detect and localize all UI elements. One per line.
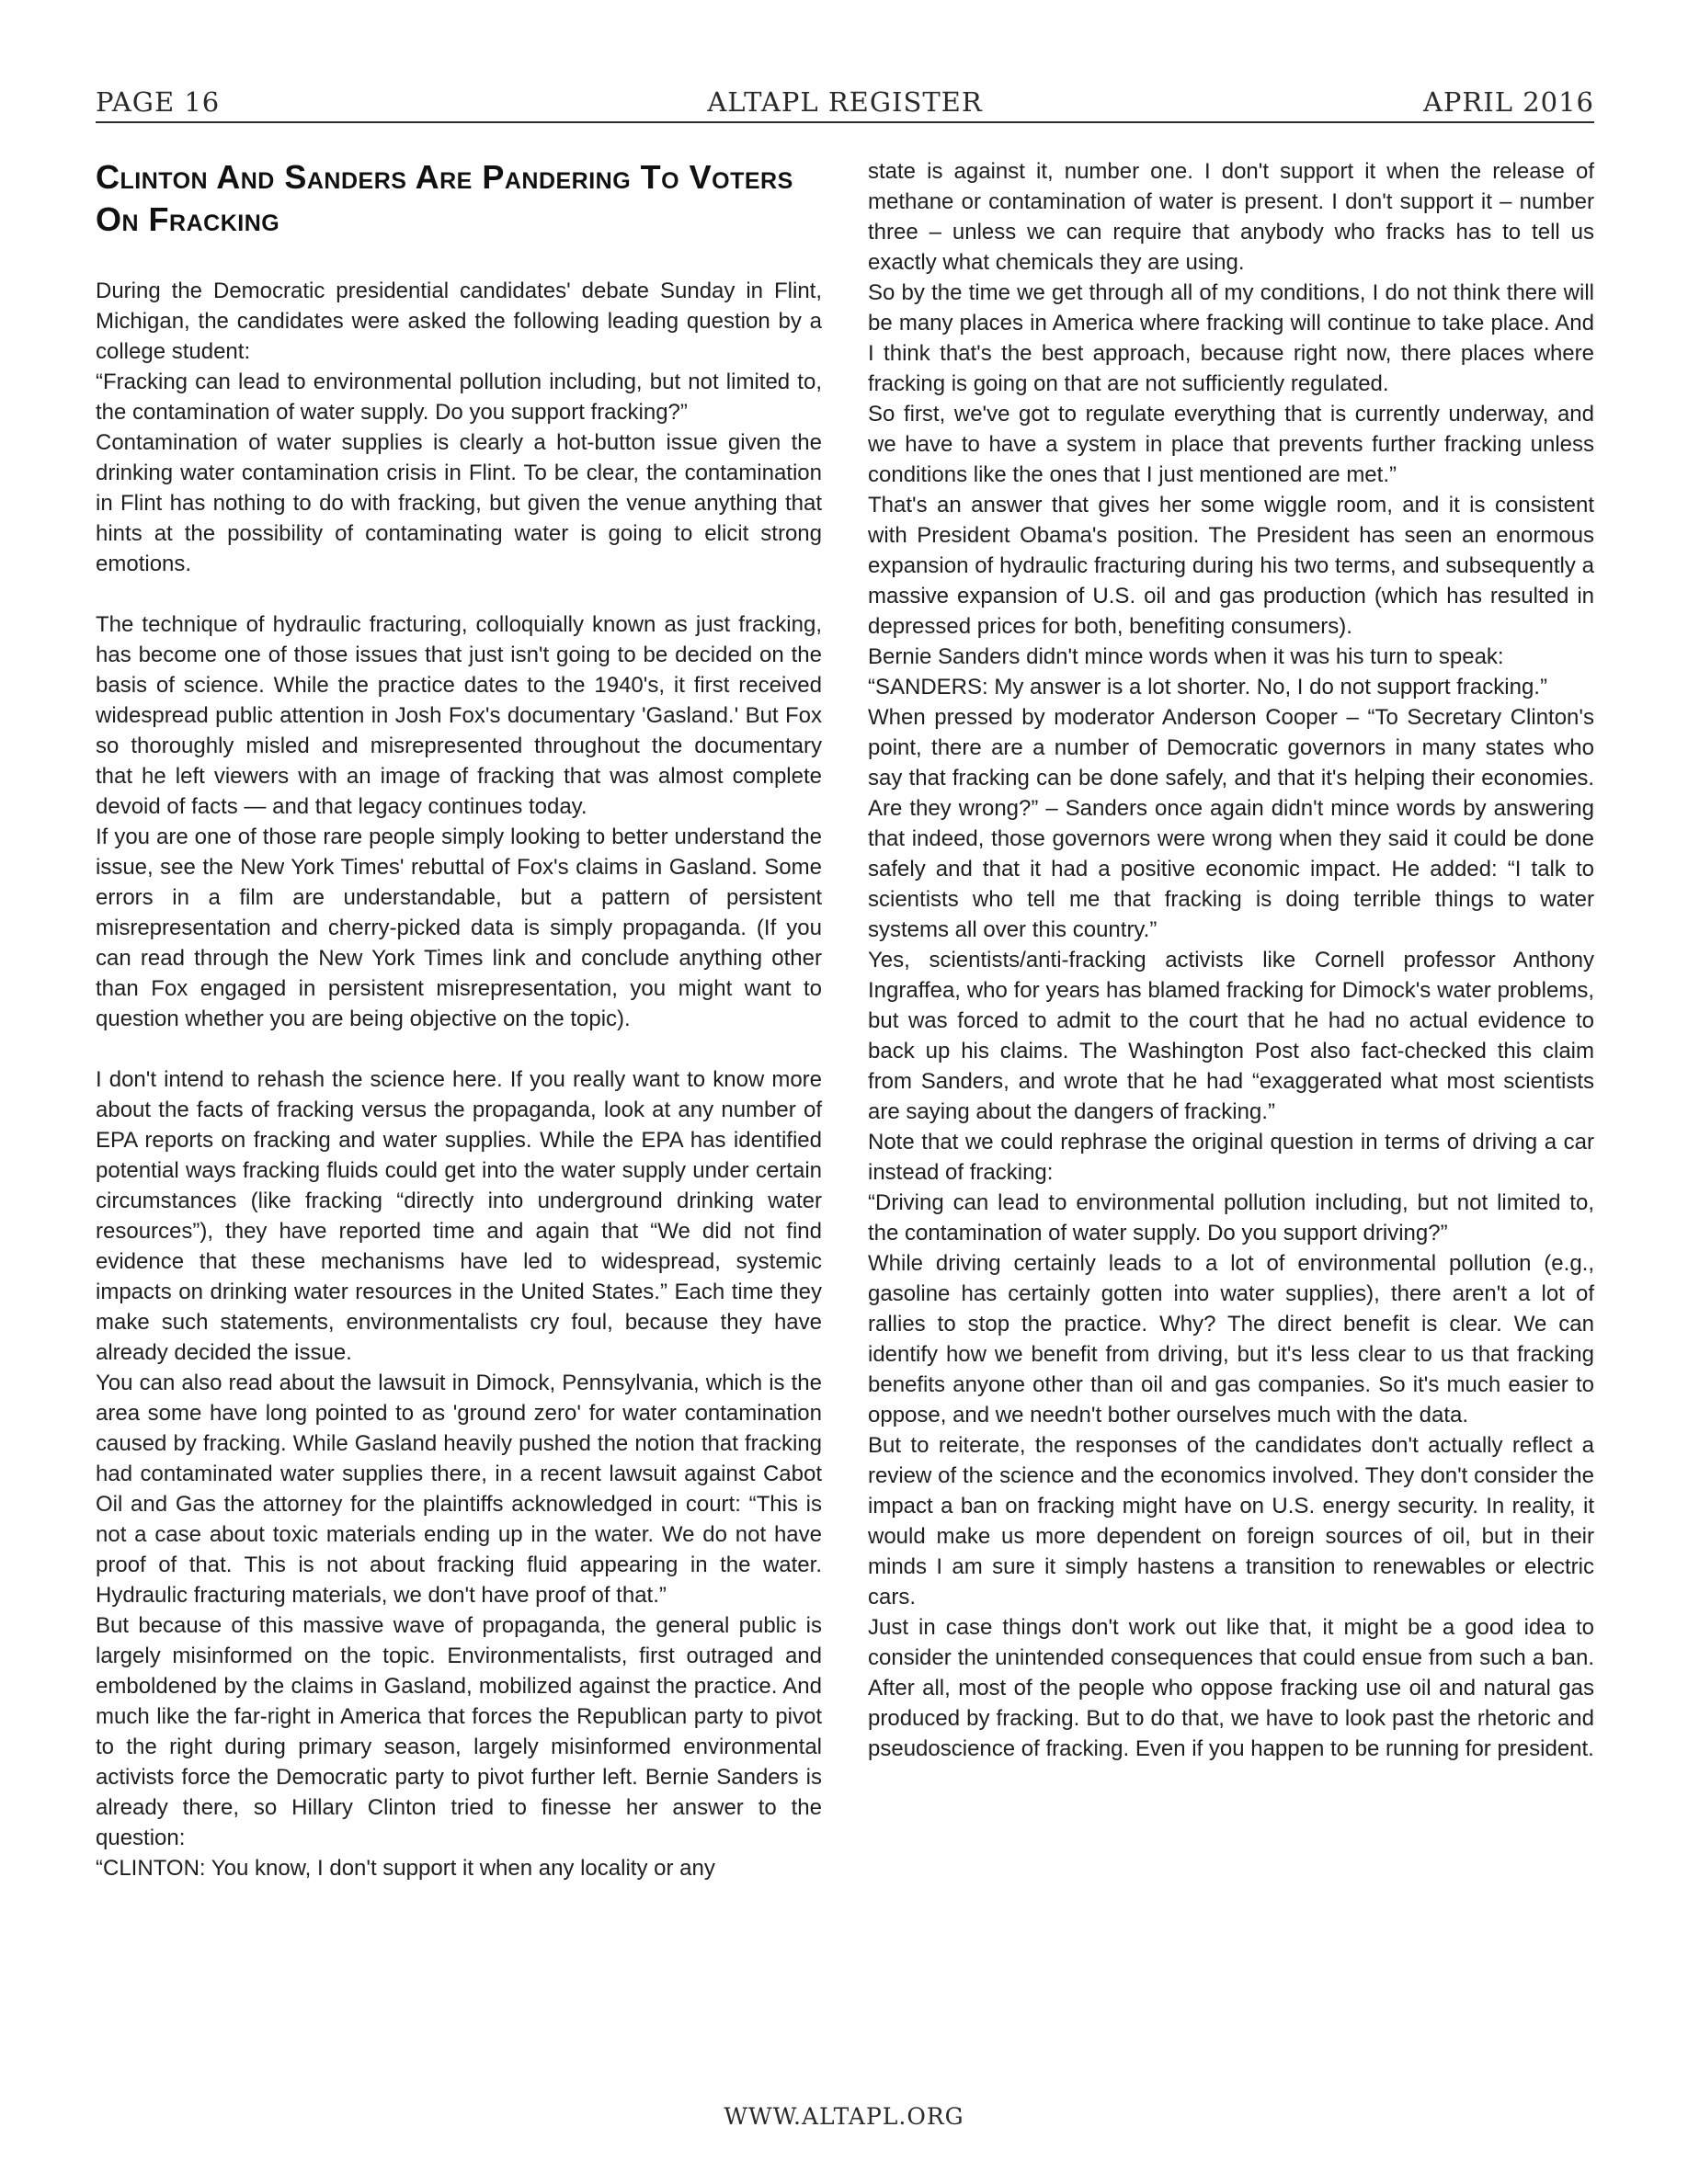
paragraph: Bernie Sanders didn't mince words when it was his turn to speak: [868, 644, 1504, 669]
article-title: Clinton And Sanders Are Pandering To Voters On Fracking [96, 158, 793, 238]
paragraph: Yes, scientists/anti-fracking activists like Cornell professor Anthony Ingraffea, who for years has blamed fracking for Dimock's water problems, but was forced to admit to the court that he had no actual evidence to back up his claims. The Washington Post also fact-checked this claim from Sanders, and wrote that he had “exaggerated what most scientists are saying about the dangers of fracking.” [868, 948, 1594, 1124]
paragraph: So by the time we get through all of my conditions, I do not think there will be many places in America where fracking will continue to take place. And I think that's the best approach, because right now, there places where fracking is going on that are not sufficiently regulated. [868, 280, 1594, 396]
paragraph: Note that we could rephrase the original question in terms of driving a car instead of fracking: [868, 1130, 1594, 1185]
paragraph: Contamination of water supplies is clearly a hot-button issue given the drinking water contamination crisis in Flint. To be clear, the contamination in Flint has nothing to do with fracking, but given the venue anything that hints at the possibility of contaminating water is going to elicit strong emotions. [96, 430, 822, 576]
page-number: PAGE 16 [96, 86, 221, 118]
paragraph: You can also read about the lawsuit in Dimock, Pennsylvania, which is the area some have long pointed to as 'ground zero' for water contamination caused by fracking. While Gasland heavily pushed the notion that fracking had contaminated water supplies there, in a recent lawsuit against Cabot Oil and Gas the attorney for the plaintiffs acknowledged in court: “This is not a case about toxic materials ending up in the water. We do not have proof of that. This is not about fracking fluid appearing in the water. Hydraulic fracturing materials, we don't have proof of that.” [96, 1371, 822, 1608]
paragraph: During the Democratic presidential candidates' debate Sunday in Flint, Michigan, the candidates were asked the following leading question by a college student: [96, 279, 822, 364]
paragraph: Just in case things don't work out like that, it might be a good idea to consider the unintended consequences that could ensue from such a ban. After all, most of the people who oppose fracking use oil and natural gas produced by fracking. But to do that, we have to look past the rhetoric and pseudoscience of fracking. Even if you happen to be running for president. [868, 1615, 1594, 1761]
page-header [96, 79, 1594, 119]
paragraph: “Fracking can lead to environmental pollution including, but not limited to, the contamination of water supply. Do you support fracking?” [96, 370, 822, 425]
article-column-right [868, 156, 1594, 1764]
footer-url: WWW.ALTAPL.ORG [724, 2103, 964, 2130]
paragraph: “Driving can lead to environmental pollution including, but not limited to, the contamination of water supply. Do you support driving?” [868, 1190, 1594, 1246]
paragraph: If you are one of those rare people simply looking to better understand the issue, see the New York Times' rebuttal of Fox's claims in Gasland. Some errors in a film are understandable, but a pattern of persistent misrepresentation and cherry-picked data is simply propaganda. (If you can read through the New York Times link and conclude anything other than Fox engaged in persistent misrepresentation, you might want to question whether you are being objective on the topic). [96, 825, 822, 1031]
paragraph: But because of this massive wave of propaganda, the general public is largely misinformed on the topic. Environmentalists, first outraged and emboldened by the claims in Gasland, mobilized against the practice. And much like the far-right in America that forces the Republican party to pivot to the right during primary season, largely misinformed environmental activists force the Democratic party to pivot further left. Bernie Sanders is already there, so Hillary Clinton tried to finesse her answer to the question: [96, 1613, 822, 1850]
paragraph: But to reiterate, the responses of the candidates don't actually reflect a review of the science and the economics involved. They don't consider the impact a ban on fracking might have on U.S. energy security. In reality, it would make us more dependent on foreign sources of oil, but in their minds I am sure it simply hastens a transition to renewables or electric cars. [868, 1433, 1594, 1610]
publication-name: ALTAPL REGISTER [707, 86, 983, 118]
issue-date: APRIL 2016 [1422, 86, 1594, 118]
paragraph: “CLINTON: You know, I don't support it when any locality or any [96, 1856, 715, 1881]
header-divider [96, 121, 1594, 123]
paragraph: When pressed by moderator Anderson Cooper – “To Secretary Clinton's point, there are a number of Democratic governors in many states who say that fracking can be done safely, and that it's helping their economies. Are they wrong?” – Sanders once again didn't mince words by answering that indeed, those governors were wrong when they said it could be done safely and that it had a positive economic impact. He added: “I talk to scientists who tell me that fracking is doing terrible things to water systems all over this country.” [868, 705, 1594, 942]
paragraph: I don't intend to rehash the science here. If you really want to know more about the facts of fracking versus the propaganda, look at any number of EPA reports on fracking and water supplies. While the EPA has identified potential ways fracking fluids could get into the water supply under certain circumstances (like fracking “directly into underground drinking water resources”), they have reported time and again that “We did not find evidence that these mechanisms have led to widespread, systemic impacts on drinking water resources in the United States.” Each time they make such statements, environmentalists cry foul, because they have already decided the issue. [96, 1067, 822, 1365]
paragraph: So first, we've got to regulate everything that is currently underway, and we have to have a system in place that prevents further fracking unless conditions like the ones that I just mentioned are met.” [868, 402, 1594, 487]
paragraph: “SANDERS: My answer is a lot shorter. No, I do not support fracking.” [868, 675, 1547, 700]
paragraph: While driving certainly leads to a lot of environmental pollution (e.g., gasoline has certainly gotten into water supplies), there aren't a lot of rallies to stop the practice. Why? The direct benefit is clear. We can identify how we benefit from driving, but it's less clear to us that fracking benefits anyone other than oil and gas companies. So it's much easier to oppose, and we needn't bother ourselves much with the data. [868, 1251, 1594, 1428]
paragraph: That's an answer that gives her some wiggle room, and it is consistent with President Obama's position. The President has seen an enormous expansion of hydraulic fracturing during his two terms, and subsequently a massive expansion of U.S. oil and gas production (which has resulted in depressed prices for both, benefiting consumers). [868, 493, 1594, 639]
paragraph: The technique of hydraulic fracturing, colloquially known as just fracking, has become one of those issues that just isn't going to be decided on the basis of science. While the practice dates to the 1940's, it first received widespread public attention in Josh Fox's documentary 'Gasland.' But Fox so thoroughly misled and misrepresented throughout the documentary that he left viewers with an image of fracking that was almost complete devoid of facts — and that legacy continues today. [96, 612, 822, 819]
paragraph: state is against it, number one. I don't support it when the release of methane or contamination of water is present. I don't support it – number three – unless we can require that anybody who fracks has to tell us exactly what chemicals they are using. [868, 159, 1594, 275]
article-column-left [96, 276, 822, 1883]
